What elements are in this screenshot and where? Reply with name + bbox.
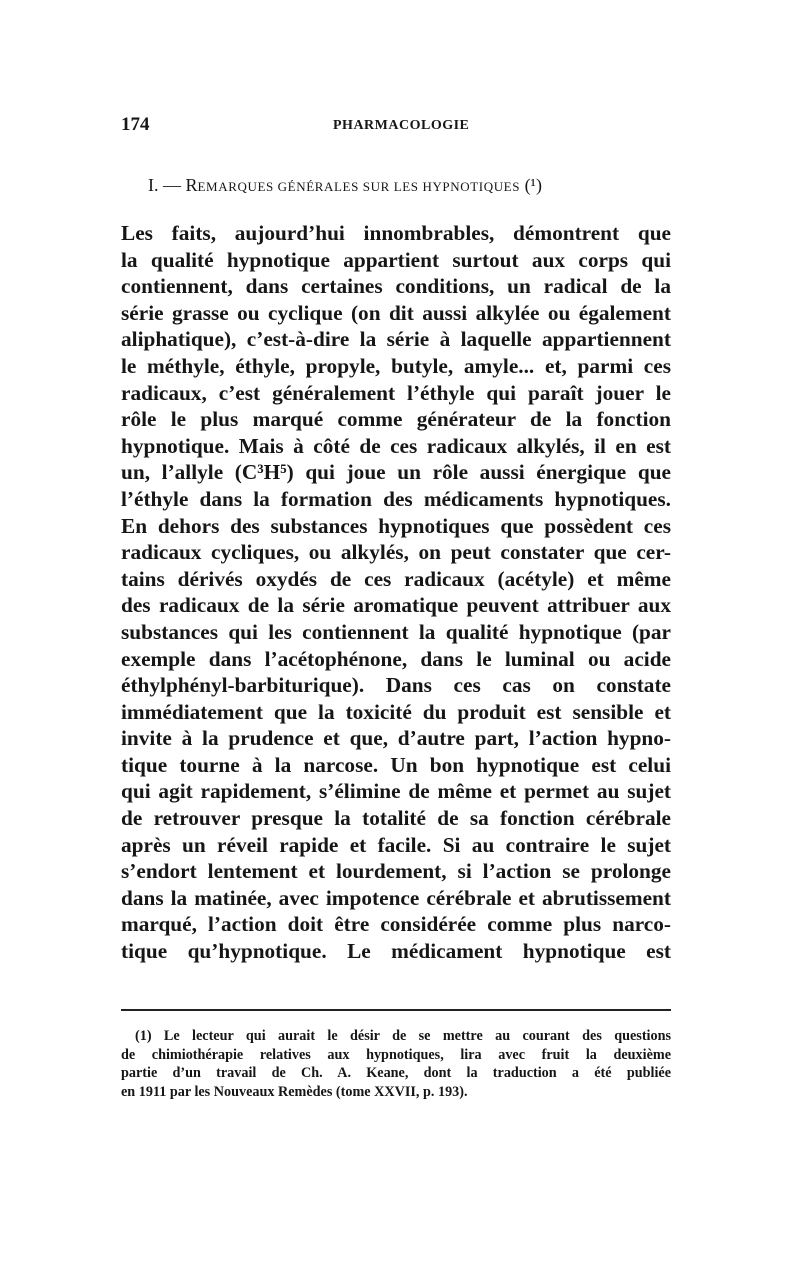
text-line: En dehors des substances hypnotiques que possèdent ces (121, 513, 671, 538)
text-line: des radicaux de la série aromatique peuvent attribuer aux (121, 593, 671, 618)
text-line: immédiatement que la toxicité du produit est sensible et (121, 699, 671, 724)
section-title (148, 174, 688, 198)
text-line: tique tourne à la narcose. Un bon hypnotique est celui (121, 752, 671, 777)
text-line: marqué, l’action doit être considérée comme plus narco- (121, 912, 671, 937)
text-line: l’éthyle dans la formation des médicaments hypnotiques. (121, 486, 671, 511)
footnote-line: en 1911 par les Nouveaux Remèdes (tome XXVII, p. 193). (121, 1083, 468, 1100)
text-line: le méthyle, éthyle, propyle, butyle, amyle... et, parmi ces (121, 353, 671, 378)
text-line: radicaux cycliques, ou alkylés, on peut constater que cer- (121, 540, 671, 565)
text-line: Les faits, aujourd’hui innombrables, démontrent que (121, 221, 671, 245)
footnote-line: partie d’un travail de Ch. A. Keane, dont la traduction a été publiée (121, 1065, 671, 1081)
text-line: aliphatique), c’est-à-dire la série à laquelle appartiennent (121, 327, 671, 352)
text-line: qui agit rapidement, s’élimine de même et permet au sujet (121, 779, 671, 804)
text-line: après un réveil rapide et facile. Si au contraire le sujet (121, 832, 671, 857)
section-numeral: I. — (148, 175, 181, 195)
footnote-reference: (¹) (524, 175, 542, 195)
footnote-divider (121, 1009, 671, 1011)
page-number: 174 (121, 114, 150, 135)
text-line: contiennent, dans certaines conditions, un radical de la (121, 274, 671, 299)
text-line: tains dérivés oxydés de ces radicaux (acétyle) et même (121, 566, 671, 591)
section-title-initial: R (185, 175, 198, 195)
text-line: la qualité hypnotique appartient surtout aux corps qui (121, 247, 671, 272)
footnote-line: (1) Le lecteur qui aurait le désir de se mettre au courant des questions (135, 1028, 671, 1044)
text-line: hypnotique. Mais à côté de ces radicaux alkylés, il en est (121, 433, 671, 458)
running-title: PHARMACOLOGIE (333, 118, 470, 133)
text-line: série grasse ou cyclique (on dit aussi alkylée ou également (121, 300, 671, 325)
text-line: un, l’allyle (C³H⁵) qui joue un rôle aussi énergique que (121, 460, 671, 485)
text-line: de retrouver presque la totalité de sa fonction cérébrale (121, 806, 671, 831)
footnote-line: de chimiothérapie relatives aux hypnotiques, lira avec fruit la deuxième (121, 1046, 671, 1063)
text-line: rôle le plus marqué comme générateur de la fonction (121, 407, 671, 432)
text-line: tique qu’hypnotique. Le médicament hypnotique est (121, 939, 671, 964)
text-line: s’endort lentement et lourdement, si l’action se prolonge (121, 859, 671, 884)
text-line: dans la matinée, avec impotence cérébrale et abrutissement (121, 885, 671, 910)
section-title-text: EMARQUES GÉNÉRALES SUR LES HYPNOTIQUES (197, 179, 521, 194)
text-line: invite à la prudence et que, d’autre part, l’action hypno- (121, 726, 671, 751)
body-paragraph (121, 220, 671, 965)
footnote (121, 1027, 671, 1101)
text-line: éthylphényl-barbiturique). Dans ces cas on constate (121, 673, 671, 698)
text-line: substances qui les contiennent la qualité hypnotique (par (121, 619, 671, 644)
text-line: radicaux, c’est généralement l’éthyle qui paraît jouer le (121, 380, 671, 405)
text-line: exemple dans l’acétophénone, dans le luminal ou acide (121, 646, 671, 671)
